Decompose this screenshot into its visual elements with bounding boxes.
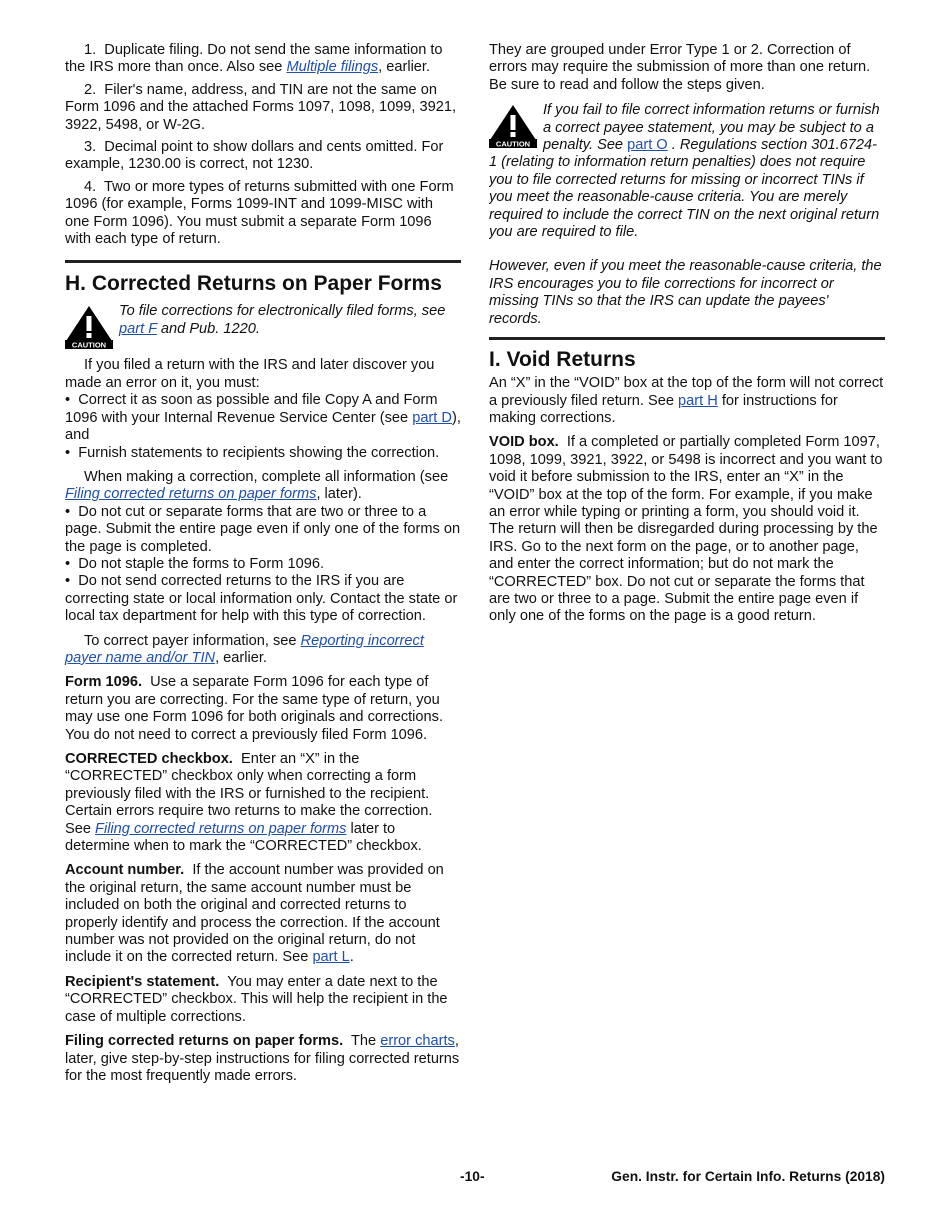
filing-corrected-link-2[interactable]: Filing corrected returns on paper forms (95, 820, 347, 837)
part-o-link[interactable]: part O (627, 137, 668, 154)
section-divider (489, 337, 885, 340)
reporting-incorrect-payer-link[interactable]: Reporting incorrect payer name and/or TIN (65, 632, 424, 666)
bullet-item: • Do not cut or separate forms that are two or three to a page. Submit the entire page even if only one of the forms on the page is completed. (65, 503, 461, 555)
list-item: 1. Duplicate filing. Do not send the same information to the IRS more than once. Also see Multiple filings, earlier. (65, 42, 443, 76)
corrected-checkbox-paragraph: CORRECTED checkbox. Enter an “X” in the “CORRECTED” checkbox only when correcting a form previously filed with the IRS or furnished to the recipient. Certain errors require two returns to make the correction. See Filing corrected returns on paper forms later to determine when to mark the “CORRECTED” checkbox. (65, 751, 433, 855)
making-correction-paragraph: When making a correction, complete all information (see Filing corrected returns on paper forms, later). (65, 468, 449, 503)
however-paragraph: However, even if you meet the reasonable-cause criteria, the IRS encourages you to file corrections for incorrect or missing TINs so that the IRS can update the payees' records. (489, 258, 882, 327)
error-charts-link[interactable]: error charts (380, 1033, 455, 1050)
right-column (489, 42, 885, 626)
caution-icon (489, 104, 537, 148)
part-f-link[interactable]: part F (119, 320, 157, 337)
filing-corrected-link[interactable]: Filing corrected returns on paper forms (65, 486, 317, 503)
bullet-item: • Correct it as soon as possible and file Copy A and Form 1096 with your Internal Revenue Service Center (see part D), and (65, 392, 461, 444)
section-i-heading: I. Void Returns (489, 348, 636, 372)
bullet-item: • Furnish statements to recipients showing the correction. (65, 444, 440, 461)
caution-label: CAUTION (71, 340, 107, 350)
section-divider (65, 260, 461, 263)
list-item: 4. Two or more types of returns submitted with one Form 1096 (for example, Forms 1099-INT and 1099-MISC with one Form 1096). You must submit a separate Form 1096 with each type of return. (65, 178, 454, 248)
void-box-paragraph: VOID box. If a completed or partially completed Form 1097, 1098, 1099, 3921, 3922, or 5498 is incorrect and you want to void it before submission to the IRS, enter an “X” in the “VOID” box at the top of the form. For example, if you make an error while typing or printing a form, you should void it. The return will then be disregarded during processing by the IRS. Go to the next form on the page, or to another page, and enter the correct information; but do not mark the “CORRECTED” box. Do not cut or separate the forms that are two or three to a page. Submit the entire page even if only one of the forms on the page is a good return. (489, 434, 883, 625)
grouped-paragraph: They are grouped under Error Type 1 or 2. Correction of errors may require the submission of more than one return. Be sure to read and follow the steps given. (489, 42, 871, 93)
part-h-link[interactable]: part H (678, 392, 718, 409)
left-column (65, 42, 461, 1085)
void-intro-paragraph: An “X” in the “VOID” box at the top of the form will not correct a previously filed return. See part H for instructions for making corrections. (489, 375, 884, 426)
page-footer (65, 1168, 885, 1188)
intro-paragraph: If you filed a return with the IRS and later discover you made an error on it, you must: (65, 357, 435, 391)
part-d-link[interactable]: part D (412, 409, 452, 426)
caution-label: CAUTION (495, 139, 531, 149)
account-number-paragraph: Account number. If the account number was provided on the original return, the same account number must be included on both the original and corrected returns to properly identify and process the correction. If the account number was not provided on the original return, do not include it on the corrected return. See part L. (65, 862, 444, 966)
form-1096-paragraph: Form 1096. Use a separate Form 1096 for each type of return you are correcting. For the same type of return, you may use one Form 1096 for both originals and corrections. You do not need to correct a previously filed Form 1096. (65, 674, 444, 743)
list-item: 2. Filer's name, address, and TIN are not the same on Form 1096 and the attached Forms 1097, 1098, 1099, 3921, 3922, 5498, or W-2G. (65, 81, 457, 133)
filing-corrected-paragraph: Filing corrected returns on paper forms. The error charts, later, give step-by-step instructions for filing corrected returns for the most frequently made errors. (65, 1033, 460, 1084)
section-h-heading: H. Corrected Returns on Paper Forms (65, 272, 442, 296)
caution-note: CAUTION To file corrections for electronically filed forms, see part F and Pub. 1220. (65, 303, 461, 349)
part-l-link[interactable]: part L (312, 949, 350, 966)
bullet-item: • Do not send corrected returns to the IRS if you are correcting state or local information only. Contact the state or local tax department for help with this type of correction. (65, 573, 458, 625)
caution-icon (65, 305, 113, 349)
payer-info-paragraph: To correct payer information, see Reporting incorrect payer name and/or TIN, earlier. (65, 632, 424, 666)
page-number: -10- (460, 1169, 485, 1184)
document-title: Gen. Instr. for Certain Info. Returns (2018) (611, 1169, 885, 1184)
recipient-statement-paragraph: Recipient's statement. You may enter a date next to the “CORRECTED” checkbox. This will help the recipient in the case of multiple corrections. (65, 973, 448, 1025)
bullet-item: • Do not staple the forms to Form 1096. (65, 555, 324, 572)
caution-note-penalty: CAUTION If you fail to file correct information returns or furnish a correct payee statement, you may be subject to a penalty. See part O . Regulations section 301.6724-1 (relating to information return penalties) does not require you to file corrected returns for missing or incorrect TINs if you meet the reasonable-cause criteria. You are merely required to include the correct TIN on the next original return you are required to file. (489, 102, 880, 241)
multiple-filings-link[interactable]: Multiple filings (286, 59, 379, 76)
list-item: 3. Decimal point to show dollars and cents omitted. For example, 1230.00 is correct, not 1230. (65, 139, 444, 173)
